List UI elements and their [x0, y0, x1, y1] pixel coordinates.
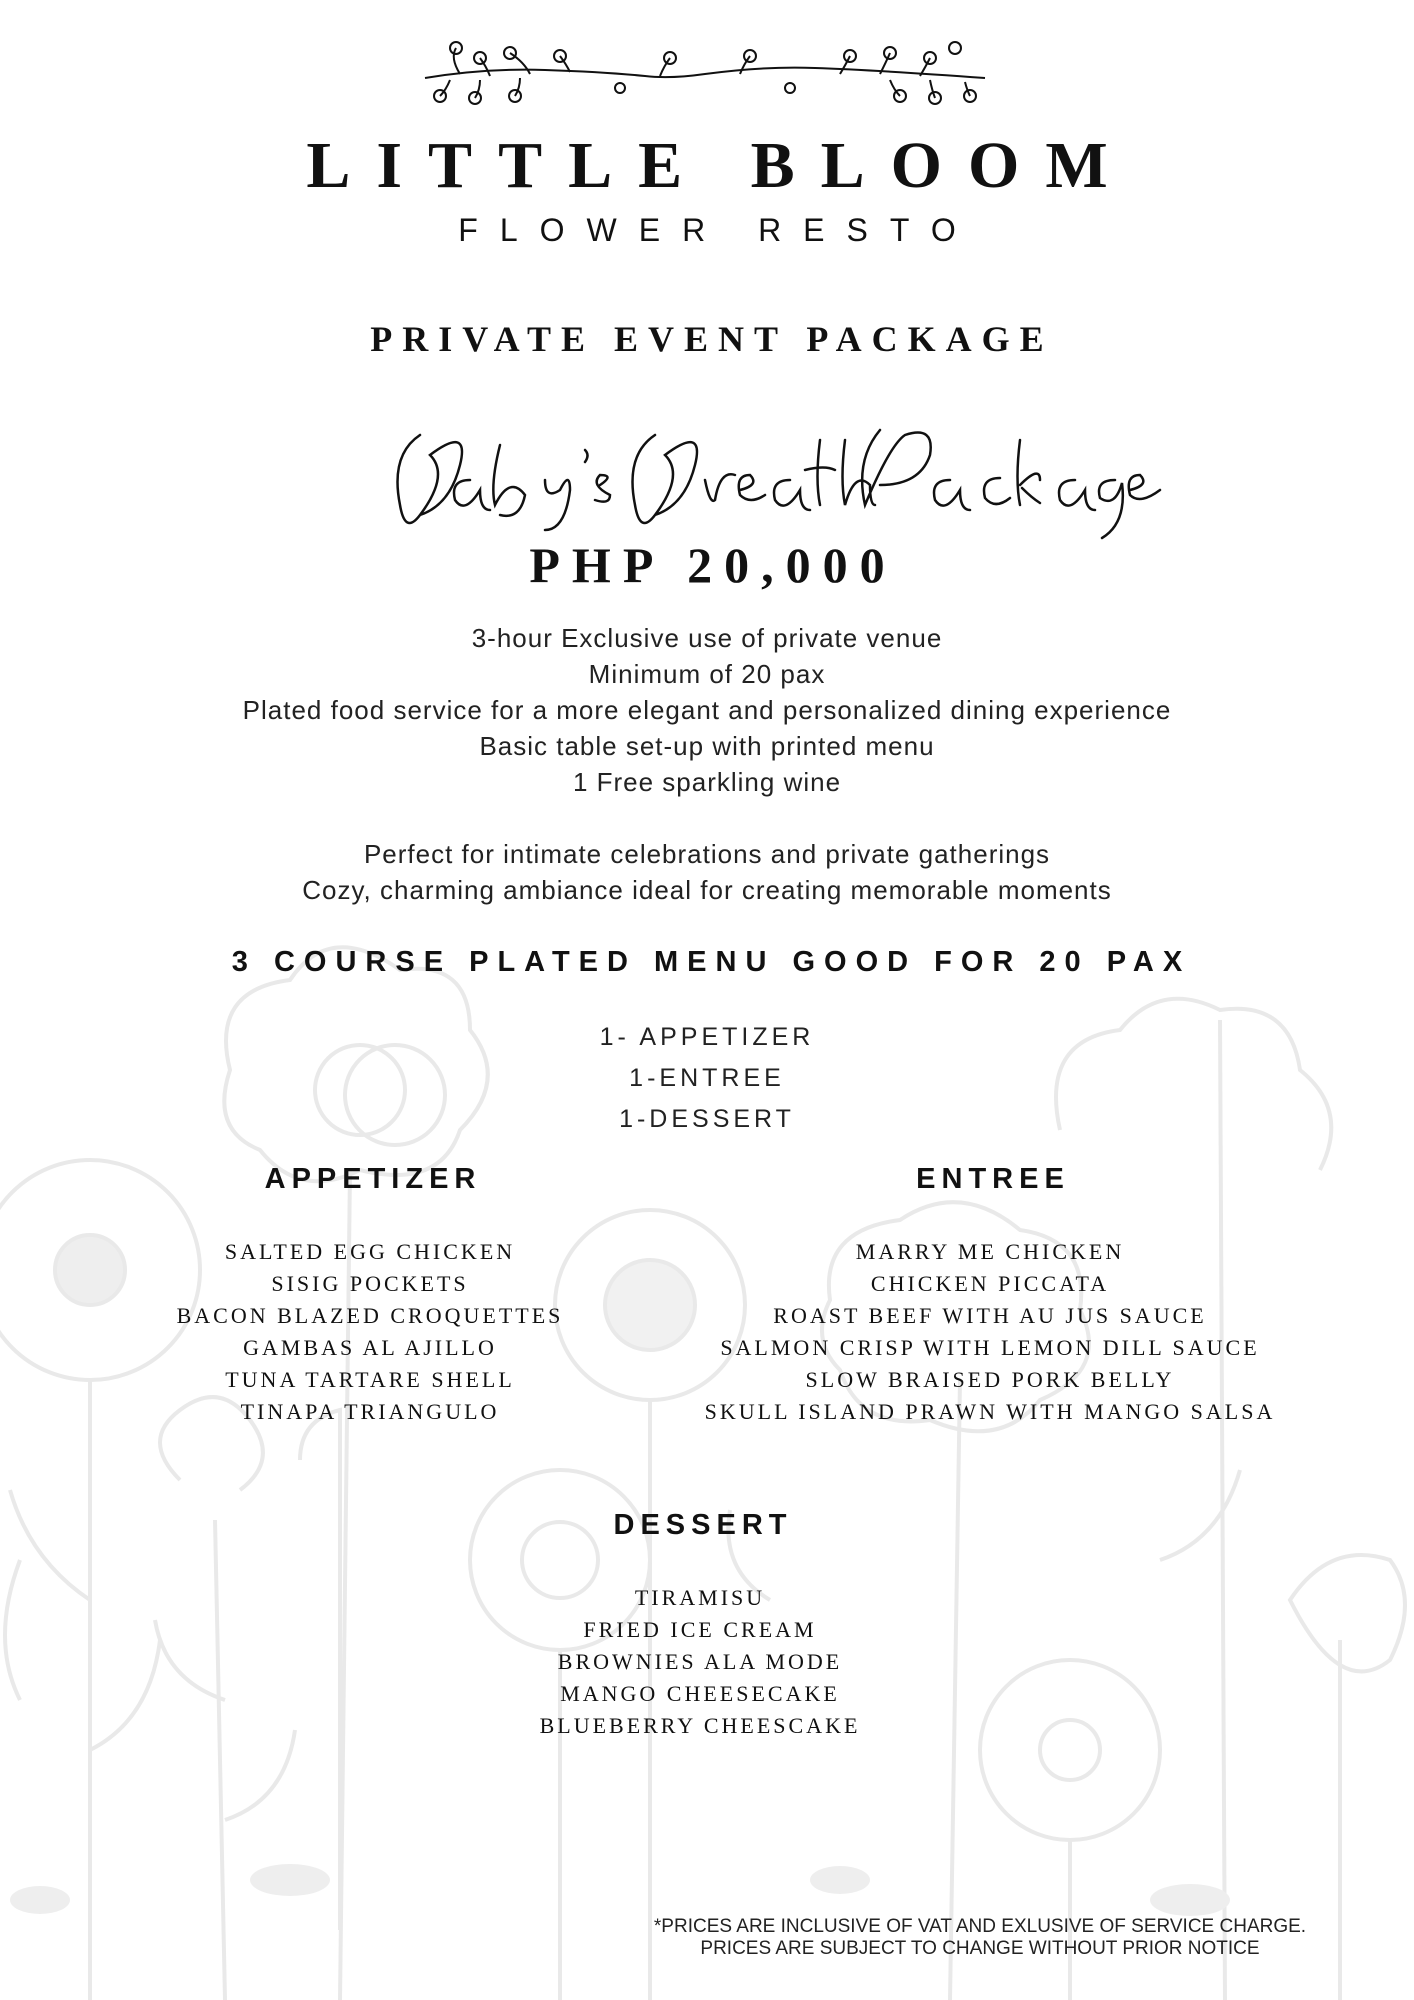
- dessert-heading: DESSERT: [613, 1509, 793, 1541]
- highlight-list: [0, 836, 1414, 908]
- menu-item: SISIG POCKETS: [271, 1271, 469, 1296]
- menu-item: BLUEBERRY CHEESCAKE: [539, 1713, 861, 1738]
- menu-item: FRIED ICE CREAM: [583, 1617, 817, 1642]
- entree-items: [640, 1236, 1340, 1428]
- course-item: 1- APPETIZER: [599, 1023, 815, 1051]
- event-heading: PRIVATE EVENT PACKAGE: [370, 319, 1054, 359]
- highlight-item: Cozy, charming ambiance ideal for creating memorable moments: [302, 875, 1112, 905]
- disclaimer-line: *PRICES ARE INCLUSIVE OF VAT AND EXLUSIVE OF SERVICE CHARGE.: [653, 1916, 1307, 1937]
- feature-item: 3-hour Exclusive use of private venue: [471, 623, 943, 653]
- menu-item: SKULL ISLAND PRAWN WITH MANGO SALSA: [704, 1399, 1276, 1424]
- feature-item: Plated food service for a more elegant and personalized dining experience: [242, 695, 1172, 725]
- price-disclaimer: [560, 1916, 1400, 1960]
- menu-item: SLOW BRAISED PORK BELLY: [805, 1367, 1175, 1392]
- dessert-section: [420, 1509, 980, 1742]
- package-name-script-lettering: [0, 400, 1414, 540]
- feature-item: 1 Free sparkling wine: [572, 767, 842, 797]
- feature-list: [0, 620, 1414, 800]
- entree-section: [640, 1163, 1340, 1428]
- menu-item: SALTED EGG CHICKEN: [224, 1239, 516, 1264]
- appetizer-heading: APPETIZER: [264, 1163, 482, 1195]
- entree-heading: ENTREE: [916, 1163, 1070, 1195]
- menu-item: SALMON CRISP WITH LEMON DILL SAUCE: [720, 1335, 1260, 1360]
- floral-branch-ornament: [420, 38, 990, 118]
- highlight-item: Perfect for intimate celebrations and private gatherings: [363, 839, 1051, 869]
- appetizer-section: [140, 1163, 600, 1428]
- course-item: 1-DESSERT: [619, 1105, 795, 1133]
- appetizer-items: [140, 1236, 600, 1428]
- feature-item: Basic table set-up with printed menu: [479, 731, 935, 761]
- brand-name: LITTLE BLOOM: [306, 129, 1134, 202]
- menu-item: TUNA TARTARE SHELL: [225, 1367, 515, 1392]
- feature-item: Minimum of 20 pax: [588, 659, 826, 689]
- menu-item: TIRAMISU: [634, 1585, 766, 1610]
- menu-item: MARRY ME CHICKEN: [855, 1239, 1125, 1264]
- brand-subtitle: FLOWER RESTO: [458, 212, 978, 248]
- course-list: [0, 1017, 1414, 1140]
- course-item: 1-ENTREE: [629, 1064, 785, 1092]
- course-heading: 3 COURSE PLATED MENU GOOD FOR 20 PAX: [231, 946, 1192, 978]
- dessert-items: [420, 1582, 980, 1742]
- package-price: PHP 20,000: [529, 537, 897, 593]
- disclaimer-line: PRICES ARE SUBJECT TO CHANGE WITHOUT PRIOR NOTICE: [700, 1938, 1260, 1959]
- menu-item: BROWNIES ALA MODE: [557, 1649, 843, 1674]
- menu-item: CHICKEN PICCATA: [870, 1271, 1110, 1296]
- menu-item: MANGO CHEESECAKE: [560, 1681, 840, 1706]
- menu-item: ROAST BEEF WITH AU JUS SAUCE: [773, 1303, 1207, 1328]
- menu-item: TINAPA TRIANGULO: [240, 1399, 500, 1424]
- menu-item: GAMBAS AL AJILLO: [243, 1335, 497, 1360]
- menu-item: BACON BLAZED CROQUETTES: [176, 1303, 564, 1328]
